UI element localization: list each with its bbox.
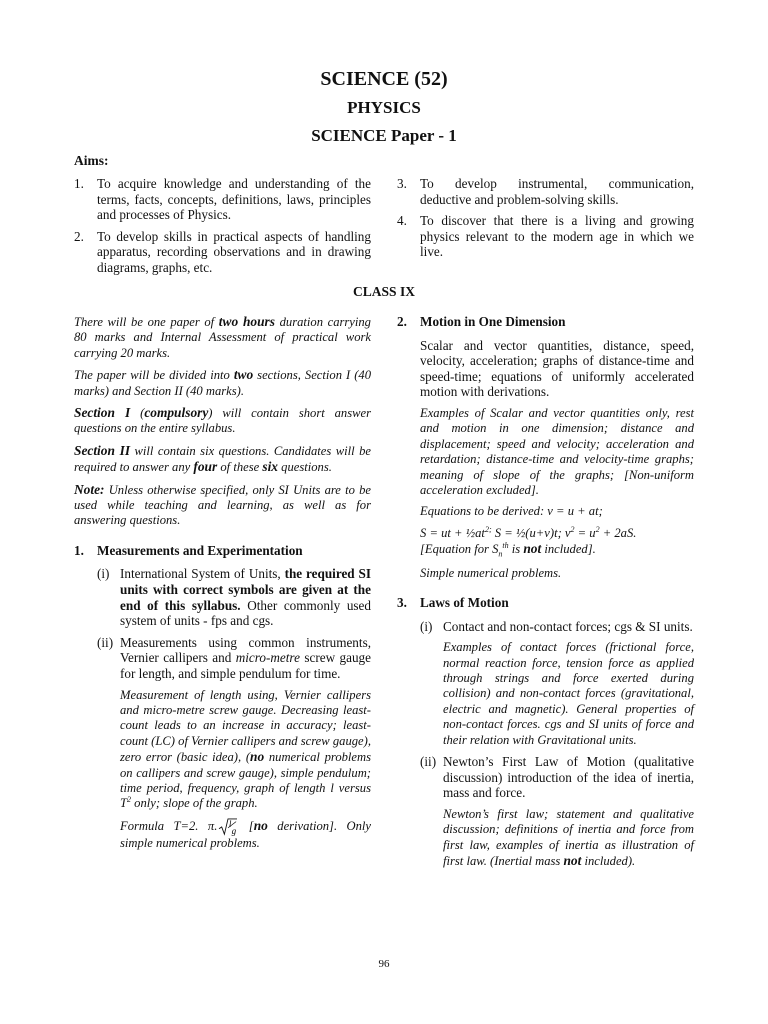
intro-paragraph: There will be one paper of two hours duration carrying 80 marks and Internal Assessment of practical work carrying 20 marks. — [74, 314, 371, 360]
aims-label: Aims: — [74, 153, 109, 168]
aims-column-left — [74, 176, 371, 282]
left-column — [74, 314, 371, 857]
aim-item — [74, 176, 371, 223]
subsection-item: (ii) Measurements using common instruments, Vernier callipers and micro-metre screw gauge for length, and simple pendulum for time. — [97, 634, 371, 682]
section-heading: 2. Motion in One Dimension — [397, 314, 566, 329]
subsection-note: Newton’s first law; statement and qualitative discussion; definitions of inertia and force from first law, examples of inertia as illustration of first law. (Inertial mass not included). — [443, 806, 694, 869]
aim-item — [397, 176, 694, 207]
aim-item — [74, 229, 371, 276]
svg-text:l: l — [229, 818, 232, 829]
aim-number: 4. — [397, 213, 407, 229]
svg-text:g: g — [231, 826, 237, 836]
subsection-item: (i) Contact and non-contact forces; cgs & SI units. — [420, 618, 693, 634]
aim-text: To acquire knowledge and understanding of the terms, facts, concepts, definitions, laws, principles and processes of Physics. — [97, 176, 371, 223]
aim-text: To develop skills in practical aspects of handling apparatus, recording observations and in drawing diagrams, graphs, etc. — [97, 228, 371, 275]
subsection-item: (ii) Newton’s First Law of Motion (qualitative discussion) introduction of the idea of inertia, mass and force. — [420, 754, 694, 801]
square-root-symbol — [217, 818, 239, 836]
simple-problems: Simple numerical problems. — [420, 565, 562, 580]
section-note: Examples of Scalar and vector quantities only, rest and motion in one dimension; distance and displacement; speed and velocity; acceleration and retardation; distance-time and velocity-time graphs; meaning of slope of the graphs; [Non-uniform acceleration excluded]. — [420, 405, 694, 497]
subsection-note: Examples of contact forces (frictional force, normal reaction force, tension force as applied through strings and force exerted during collision) and non-contact forces (gravitational, electric and magnetic). General properties of non-contact forces. cgs and SI units of force and their relation with Gravitational units. — [443, 640, 694, 747]
aim-number: 1. — [74, 176, 84, 191]
aim-text: To discover that there is a living and growing physics relevant to the modern age in which we live. — [420, 213, 694, 260]
intro-paragraph: The paper will be divided into two sections, Section I (40 marks) and Section II (40 marks). — [74, 367, 371, 398]
section-heading: 1. Measurements and Experimentation — [74, 542, 303, 558]
measurement-note: Measurement of length using, Vernier callipers and micro-metre screw gauge. Decreasing least-count leads to an increase in accuracy; least-count (LC) of Vernier callipers and screw gauge), zero error (basic idea), (no numerical problems on callipers and screw gauge), simple pendulum; time period, frequency, graph of length l versus $T^2$ only; slope of the graph. — [120, 687, 371, 811]
intro-paragraph: Section II will contain six questions. Candidates will be required to answer any four of these six questions. — [74, 442, 371, 475]
section-heading: 3. Laws of Motion — [397, 595, 509, 611]
subject-heading: PHYSICS — [347, 98, 421, 117]
note-paragraph: Note: Unless otherwise specified, only SI Units are to be used while teaching and learning, as well as for answering questions. — [74, 481, 371, 528]
equations-label: Equations to be derived: v = u + at; — [420, 504, 603, 519]
class-heading: CLASS IX — [353, 284, 415, 299]
page-number: 96 — [378, 958, 390, 970]
section-body: Scalar and vector quantities, distance, speed, velocity, acceleration; graphs of distance-time and speed-time; equations of uniformly accelerated motion with derivations. — [420, 337, 694, 400]
page-title: SCIENCE (52) — [320, 68, 448, 90]
aim-item — [397, 213, 694, 260]
aims-column-right — [397, 176, 694, 266]
equations: S = ut + $\frac{1}{2}at^{2;}$ S = ½(u+v)t; $v^2 = u^2 + 2aS$. [Equation for $S_n^{th}$ is not included]. — [420, 524, 637, 559]
right-column — [397, 314, 694, 875]
aim-number: 2. — [74, 228, 84, 244]
pendulum-formula: Formula T=2. π. l g [no derivation]. Only simple numerical problems. — [120, 817, 371, 850]
subsection-item: (i) International System of Units, the required SI units with correct symbols are given at the end of this syllabus. Other commonly used system of units - fps and cgs. — [97, 566, 372, 629]
aim-number: 3. — [397, 176, 407, 191]
paper-heading: SCIENCE Paper - 1 — [311, 126, 457, 145]
intro-paragraph: Section I (compulsory) will contain short answer questions on the entire syllabus. — [74, 405, 371, 436]
aim-text: To develop instrumental, communication, deductive and problem-solving skills. — [420, 176, 694, 207]
